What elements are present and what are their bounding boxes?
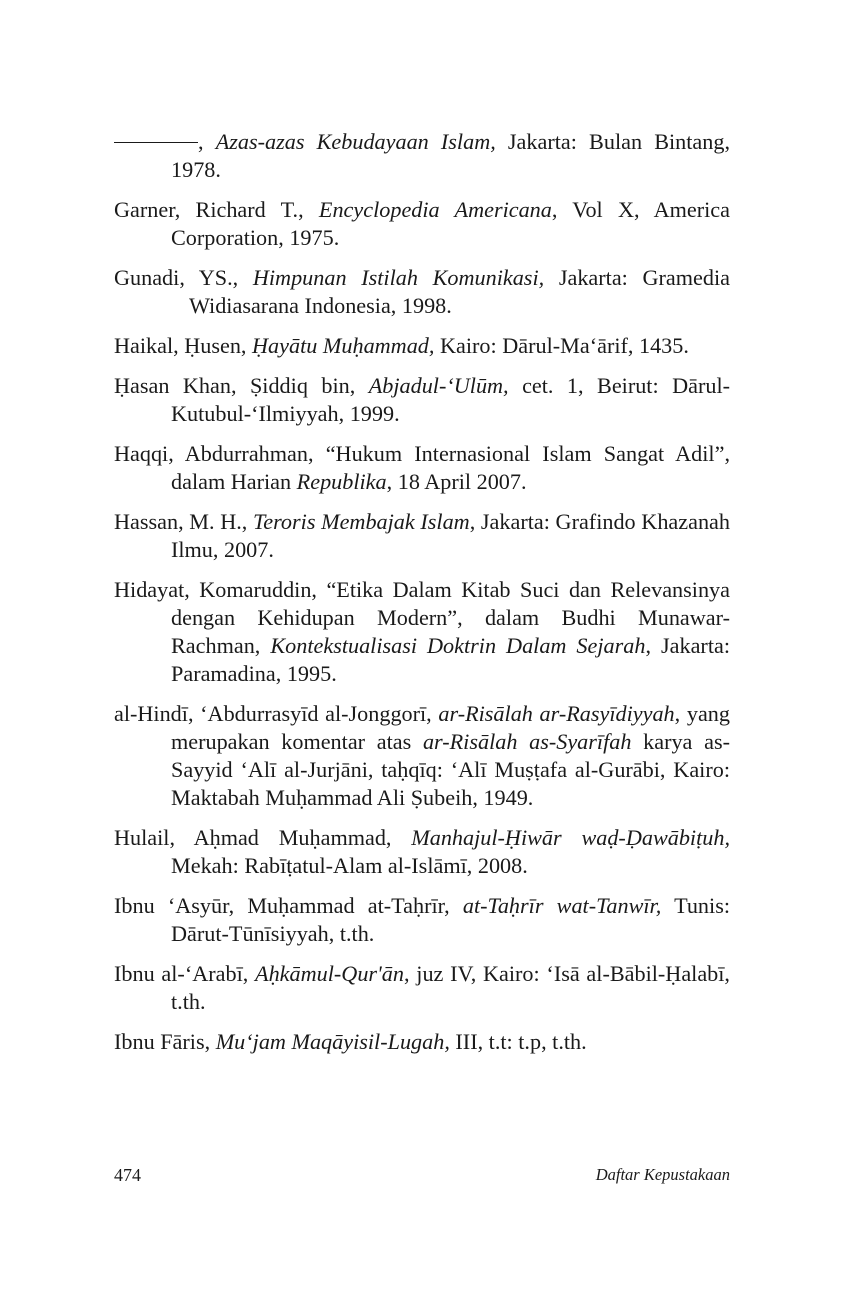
entry-title: Kontekstualisasi Doktrin Dalam Sejarah — [270, 633, 646, 658]
bibliography-entry-haqqi: Haqqi, Abdurrahman, “Hukum Internasional Islam Sangat Adil”, dalam Harian Republika, 18 April 2007. — [114, 441, 730, 494]
entry-title: Himpunan Istilah Komunikasi, — [252, 265, 545, 290]
entry-title: Manhajul-Ḥiwār waḍ-Ḍawābiṭuh, — [411, 825, 730, 850]
entry-title: ar-Risālah ar-Rasyīdiyyah — [438, 701, 675, 726]
entry-title: Aḥkāmul-Qur'ān — [255, 961, 404, 986]
bibliography-entry-al-hindi: al-Hindī, ‘Abdurrasyīd al-Jonggorī, ar-Risālah ar-Rasyīdiyyah, yang merupakan komentar atas ar-Risālah as-Syarīfah karya as-Sayyid ‘Alī al-Jurjāni, taḥqīq: ‘Alī Muṣṭafa al-Gurābi, Kairo: Maktabah Muḥammad Ali Ṣubeih, 1949. — [114, 701, 730, 810]
repeat-author-dash — [114, 142, 198, 143]
bibliography-list — [114, 128, 730, 1068]
bibliography-entry-hassan: Hassan, M. H., Teroris Membajak Islam, Jakarta: Grafindo Khazanah Ilmu, 2007. — [114, 509, 730, 562]
page-number: 474 — [114, 1165, 141, 1185]
bibliography-entry-gunadi: Gunadi, YS., Himpunan Istilah Komunikasi, Jakarta: Gramedia Widiasarana Indonesia, 1998. — [114, 265, 730, 318]
entry-title: Teroris Membajak Islam — [252, 509, 470, 534]
entry-title: Ḥayātu Muḥammad, — [252, 333, 435, 358]
bibliography-entry-hidayat: Hidayat, Komaruddin, “Etika Dalam Kitab Suci dan Relevansinya dengan Kehidupan Modern”, dalam Budhi Munawar-Rachman, Kontekstualisasi Doktrin Dalam Sejarah, Jakarta: Paramadina, 1995. — [114, 577, 730, 686]
page-footer — [114, 1165, 730, 1187]
bibliography-entry-ibnu-faris: Ibnu Fāris, Mu‘jam Maqāyisil-Lugah, III, t.t: t.p, t.th. — [114, 1029, 587, 1054]
entry-title-secondary: ar-Risālah as-Syarīfah — [422, 729, 632, 754]
entry-title: Encyclopedia Americana — [318, 197, 552, 222]
bibliography-entry-hasan-khan: Ḥasan Khan, Ṣiddiq bin, Abjadul-‘Ulūm, cet. 1, Beirut: Dārul-Kutubul-‘Ilmiyyah, 1999. — [114, 373, 730, 426]
entry-title: Mu‘jam Maqāyisil-Lugah, — [215, 1029, 450, 1054]
bibliography-entry-hulail: Hulail, Aḥmad Muḥammad, Manhajul-Ḥiwār waḍ-Ḍawābiṭuh, Mekah: Rabīṭatul-Alam al-Islāmī, 2008. — [114, 825, 730, 878]
bibliography-entry-azas: , Azas-azas Kebudayaan Islam, Jakarta: Bulan Bintang, 1978. — [114, 128, 730, 184]
entry-title: Azas-azas Kebudayaan Islam, — [215, 129, 496, 154]
bibliography-entry-ibnu-asyur: Ibnu ‘Asyūr, Muḥammad at-Taḥrīr, at-Taḥrīr wat-Tanwīr, Tunis: Dārut-Tūnīsiyyah, t.th. — [114, 893, 730, 946]
bibliography-entry-haikal: Haikal, Ḥusen, Ḥayātu Muḥammad, Kairo: Dārul-Ma‘ārif, 1435. — [114, 333, 689, 358]
bibliography-entry-garner: Garner, Richard T., Encyclopedia Americana, Vol X, America Corporation, 1975. — [114, 197, 730, 250]
entry-title: at-Taḥrīr wat-Tanwīr, — [462, 893, 662, 918]
entry-title: Republika — [296, 469, 387, 494]
entry-title: Abjadul-‘Ulūm, — [368, 373, 509, 398]
running-head: Daftar Kepustakaan — [595, 1165, 730, 1184]
bibliography-entry-ibnu-arabi: Ibnu al-‘Arabī, Aḥkāmul-Qur'ān, juz IV, Kairo: ‘Isā al-Bābil-Ḥalabī, t.th. — [114, 961, 730, 1014]
